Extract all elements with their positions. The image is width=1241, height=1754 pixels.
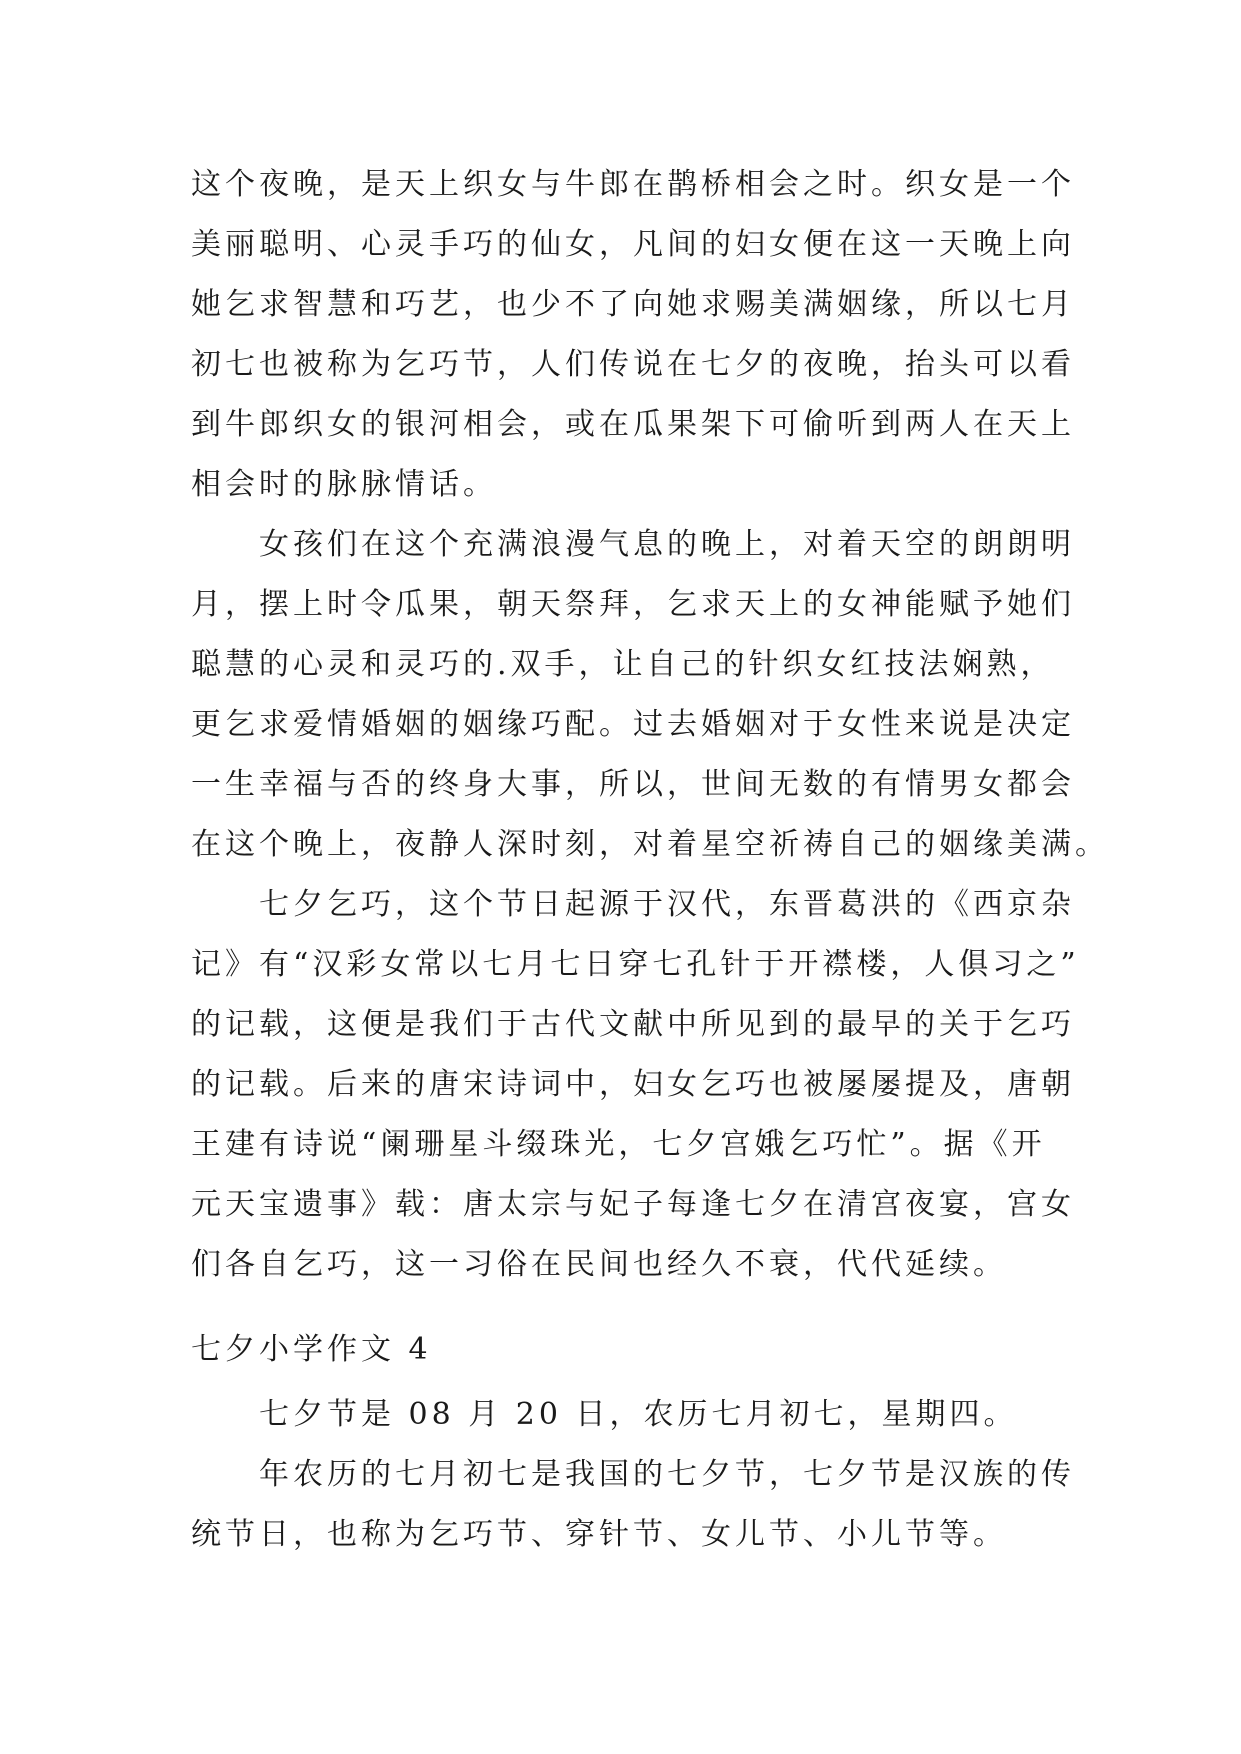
paragraph-line: 们各自乞巧，这一习俗在民间也经久不衰，代代延续。 (191, 1247, 1007, 1282)
paragraph-line: 王建有诗说“阑珊星斗缀珠光，七夕宫娥乞巧忙”。据《开 (191, 1127, 1046, 1162)
section-body-block (191, 1385, 1075, 1565)
paragraph-5 (191, 1445, 1075, 1565)
paragraph-line: 七夕乞巧，这个节日起源于汉代，东晋葛洪的《西京杂 (259, 887, 1075, 922)
paragraph-line: 美丽聪明、心灵手巧的仙女，凡间的妇女便在这一天晚上向 (191, 227, 1075, 262)
paragraph-line: 更乞求爱情婚姻的姻缘巧配。过去婚姻对于女性来说是决定 (191, 707, 1075, 742)
paragraph-line: 月，摆上时令瓜果，朝天祭拜，乞求天上的女神能赋予她们 (191, 587, 1075, 622)
paragraph-line: 年农历的七月初七是我国的七夕节，七夕节是汉族的传 (259, 1457, 1075, 1492)
paragraph-2 (191, 515, 1109, 875)
section-title: 七夕小学作文 4 (191, 1332, 432, 1367)
paragraph-line: 相会时的脉脉情话。 (191, 467, 497, 502)
paragraph-3 (191, 875, 1080, 1295)
paragraph-line: 初七也被称为乞巧节，人们传说在七夕的夜晚，抬头可以看 (191, 347, 1075, 382)
paragraph-4 (191, 1385, 1051, 1445)
main-text-block (191, 155, 1109, 1295)
paragraph-line: 元天宝遗事》载：唐太宗与妃子每逢七夕在清宫夜宴，宫女 (191, 1187, 1075, 1222)
paragraph-line: 的记载，这便是我们于古代文献中所见到的最早的关于乞巧 (191, 1007, 1075, 1042)
paragraph-line: 这个夜晚，是天上织女与牛郎在鹊桥相会之时。织女是一个 (191, 167, 1075, 202)
section-title-block (191, 1320, 1051, 1380)
paragraph-line: 的记载。后来的唐宋诗词中，妇女乞巧也被屡屡提及，唐朝 (191, 1067, 1075, 1102)
paragraph-line: 她乞求智慧和巧艺，也少不了向她求赐美满姻缘，所以七月 (191, 287, 1075, 322)
paragraph-line: 七夕节是 08 月 20 日，农历七月初七，星期四。 (259, 1397, 1018, 1432)
paragraph-1 (191, 155, 1075, 515)
paragraph-line: 到牛郎织女的银河相会，或在瓜果架下可偷听到两人在天上 (191, 407, 1075, 442)
paragraph-line: 记》有“汉彩女常以七月七日穿七孔针于开襟楼，人俱习之” (191, 947, 1080, 982)
paragraph-line: 聪慧的心灵和灵巧的.双手，让自己的针织女红技法娴熟， (191, 647, 1055, 682)
paragraph-line: 女孩们在这个充满浪漫气息的晚上，对着天空的朗朗明 (259, 527, 1075, 562)
paragraph-line: 在这个晚上，夜静人深时刻，对着星空祈祷自己的姻缘美满。 (191, 827, 1109, 862)
paragraph-line: 统节日，也称为乞巧节、穿针节、女儿节、小儿节等。 (191, 1517, 1007, 1552)
paragraph-line: 一生幸福与否的终身大事，所以，世间无数的有情男女都会 (191, 767, 1075, 802)
